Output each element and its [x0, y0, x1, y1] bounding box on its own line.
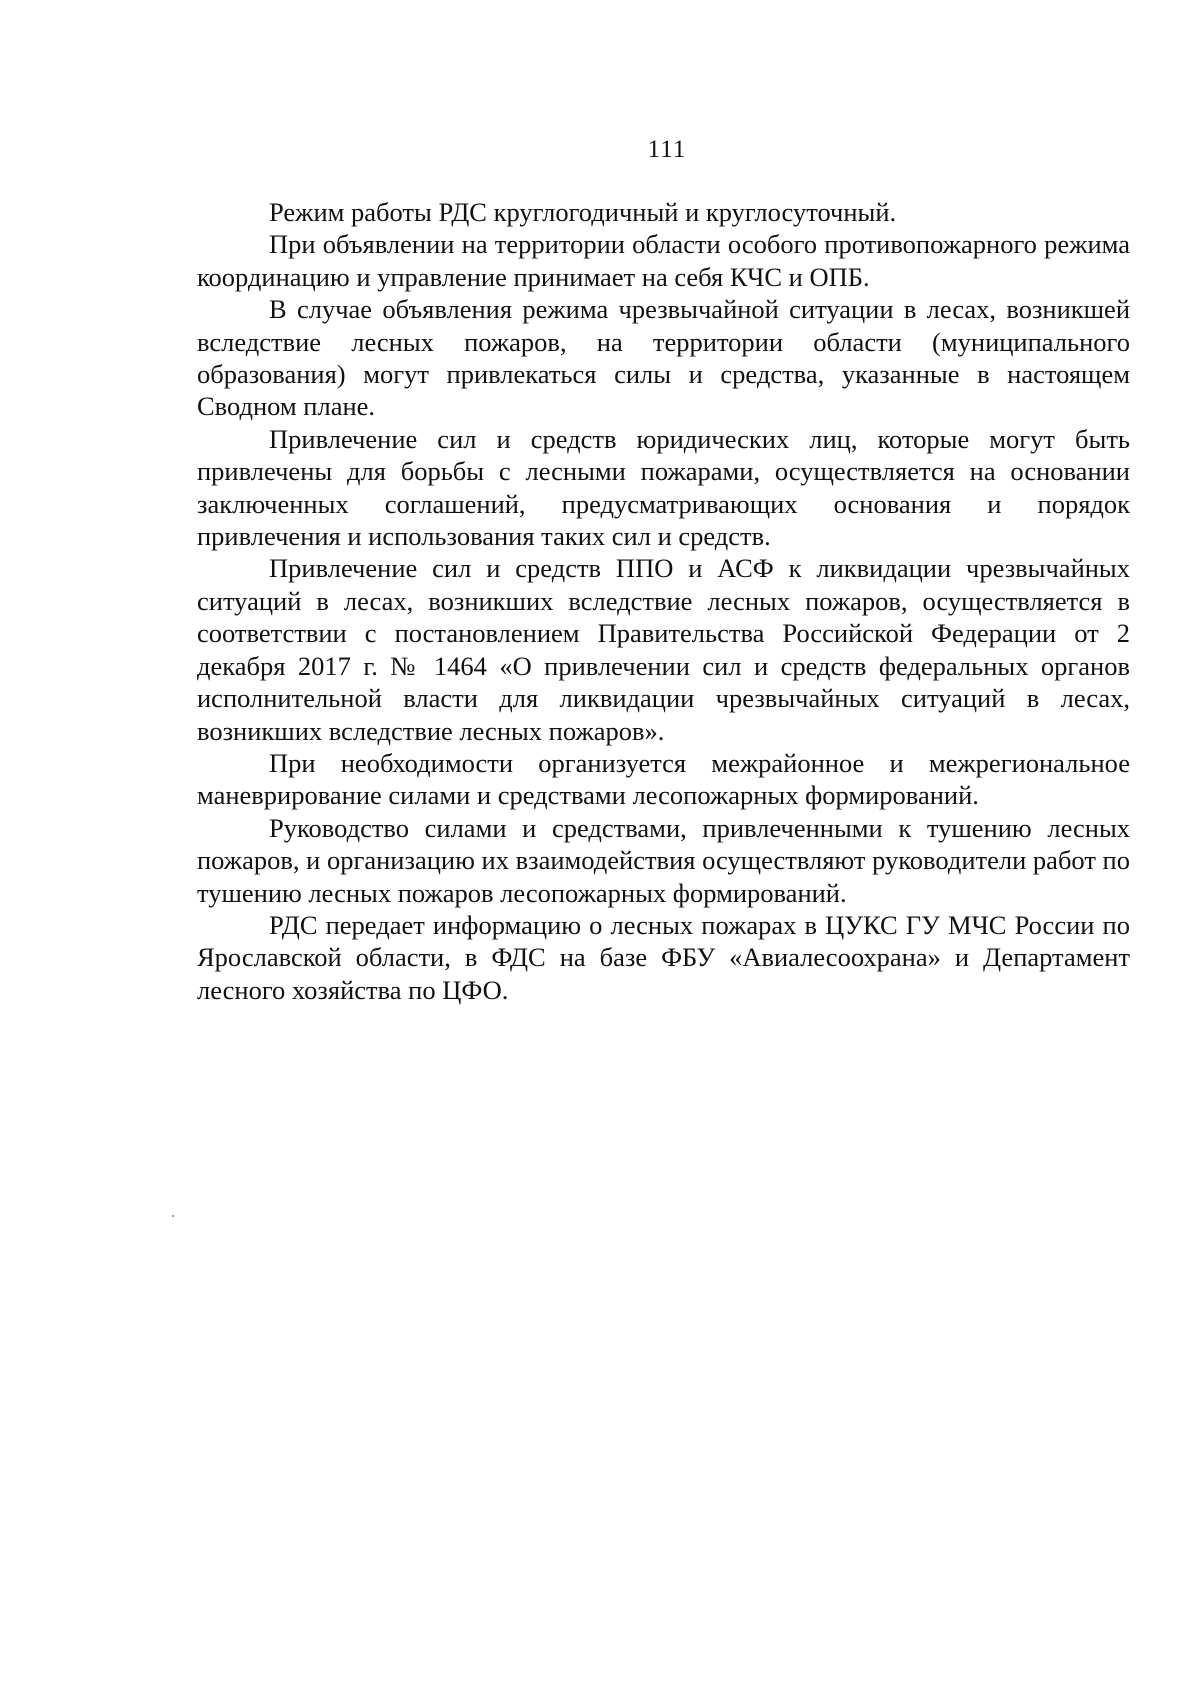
paragraph-information: РДС передает информацию о лесных пожарах в ЦУКС ГУ МЧС России по Ярославской области, в ФДС на базе ФБУ «Авиалесоохрана» и Департамент лесного хозяйства по ЦФО.	[197, 909, 1130, 1005]
paragraph-management: Руководство силами и средствами, привлеченными к тушению лесных пожаров, и организацию их взаимодействия осуществляют руководители работ по тушению лесных пожаров лесопожарных формирований.	[197, 812, 1130, 908]
document-body	[197, 196, 1130, 1006]
paragraph-emergency-regime: В случае объявления режима чрезвычайной ситуации в лесах, возникшей вследствие лесных пожаров, на территории области (муниципального образования) могут привлекаться силы и средства, указанные в настоящем Сводном плане.	[197, 294, 1130, 422]
paragraph-work-mode: Режим работы РДС круглогодичный и круглосуточный.	[269, 197, 897, 227]
scan-speck	[172, 1215, 174, 1217]
paragraph-ppo-asf: Привлечение сил и средств ППО и АСФ к ликвидации чрезвычайных ситуаций в лесах, возникших вследствие лесных пожаров, осуществляется в соответствии с постановлением Правительства Российской Федерации от 2 декабря 2017 г. № 1464 «О привлечении сил и средств федеральных органов исполнительной власти для ликвидации чрезвычайных ситуаций в лесах, возникших вследствие лесных пожаров».	[197, 553, 1130, 746]
paragraph-maneuvering: При необходимости организуется межрайонное и межрегиональное маневрирование силами и средствами лесопожарных формирований.	[197, 747, 1130, 811]
paragraph-fire-regime: При объявлении на территории области особого противопожарного режима координацию и управление принимает на себя КЧС и ОПБ.	[197, 229, 1130, 292]
paragraph-legal-entities: Привлечение сил и средств юридических лиц, которые могут быть привлечены для борьбы с лесными пожарами, осуществляется на основании заключенных соглашений, предусматривающих основания и порядок привлечения и использования таких сил и средств.	[197, 423, 1130, 552]
page-number: 111	[647, 136, 687, 163]
